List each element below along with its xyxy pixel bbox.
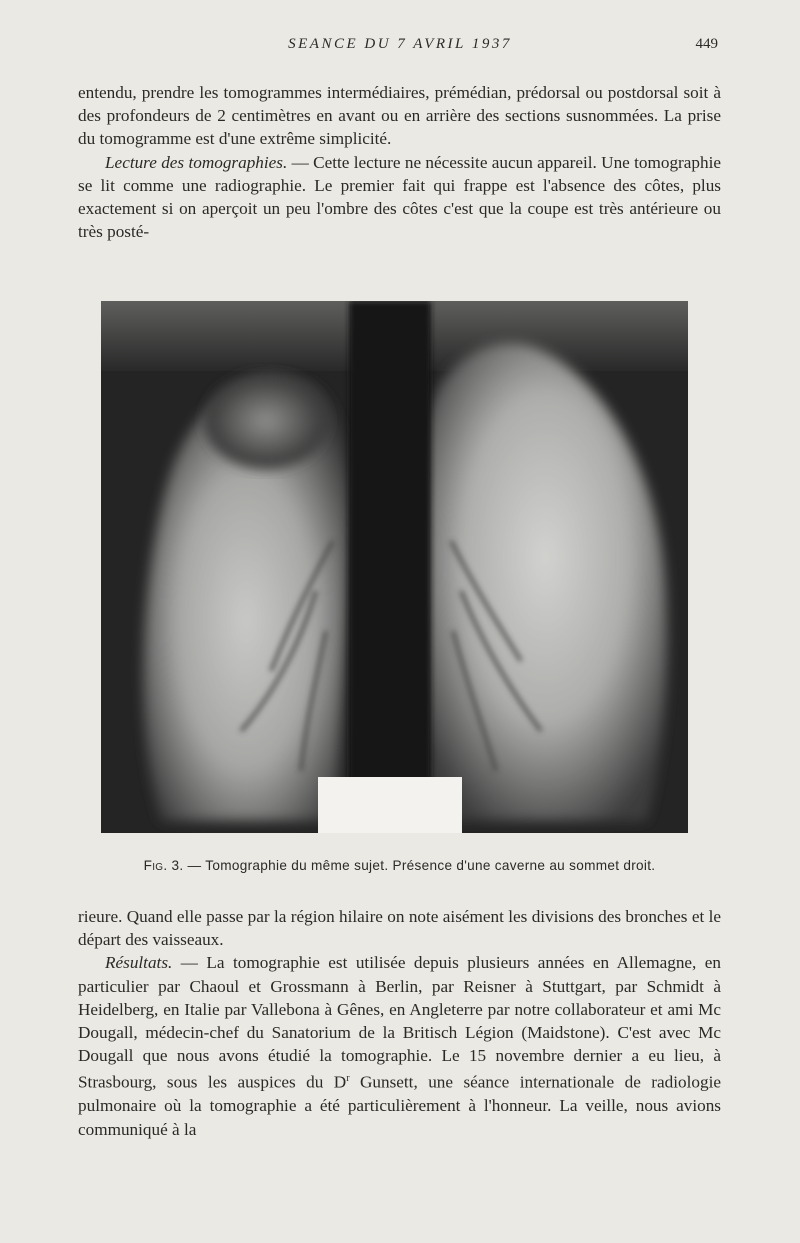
running-title: SEANCE DU 7 AVRIL 1937 (288, 36, 512, 52)
paragraph-continued: rieure. Quand elle passe par la région hilaire on note aisément les divisions des bronches et le départ des vaisseaux. (78, 907, 721, 950)
paragraph-intro: entendu, prendre les tomogrammes intermédiaires, prémédian, prédorsal ou postdorsal soit à des profondeurs de 2 centimètres en avant ou en arrière des sections susnommées. La prise du tomogramme est d'une extrême simplicité. (78, 83, 721, 149)
resultats-dash: — (172, 953, 207, 973)
bottom-text-block (78, 905, 721, 1141)
lecture-heading: Lecture des tomographies. (105, 152, 288, 172)
figure-label: Fig. 3. (143, 858, 184, 873)
resultats-text-before: La tomographie est utilisée depuis plusieurs années en Allemagne, en particulier par Chaoul et Grossmann à Berlin, par Reisner à Stuttgart, par Schmidt à Heidelberg, en Italie par Vallebona à Gênes, en Angleterre par notre collaborateur et ami Mc Dougall, médecin-chef du Sanatorium de la Britisch Légion (Maidstone). C'est avec Mc Dougall que nous avons étudié la tomographie. Le 15 novembre dernier a eu lieu, à Strasbourg, sous les auspices du D (78, 953, 722, 1093)
lecture-dash: — (287, 152, 314, 172)
figure-caption-text: Tomographie du même sujet. Présence d'une caverne au sommet droit. (205, 858, 656, 873)
tomography-image (101, 301, 688, 833)
top-text-block (78, 81, 721, 243)
resultats-heading: Résultats. (105, 953, 173, 973)
figure-caption (78, 858, 721, 873)
figure-dash: — (183, 858, 206, 873)
paragraph-lecture (78, 151, 721, 244)
resultats-text-after: Gunsett, une séance internationale de radiologie pulmonaire où la tomographie a été particulièrement à l'honneur. La veille, nous avions communiqué à la (78, 1073, 721, 1139)
doctor-superscript: r (346, 1073, 350, 1085)
lecture-text: Cette lecture ne nécessite aucun appareil. Une tomographie se lit comme une radiographie. Le premier fait qui frappe est l'absence des côtes, plus exactement si on aperçoit un peu l'ombre des côtes c'est que la coupe est très antérieure ou très posté- (78, 152, 721, 242)
page-number: 449 (695, 36, 718, 52)
running-head (80, 36, 720, 58)
paragraph-resultats (78, 951, 721, 1140)
tomography-figure (101, 301, 688, 833)
